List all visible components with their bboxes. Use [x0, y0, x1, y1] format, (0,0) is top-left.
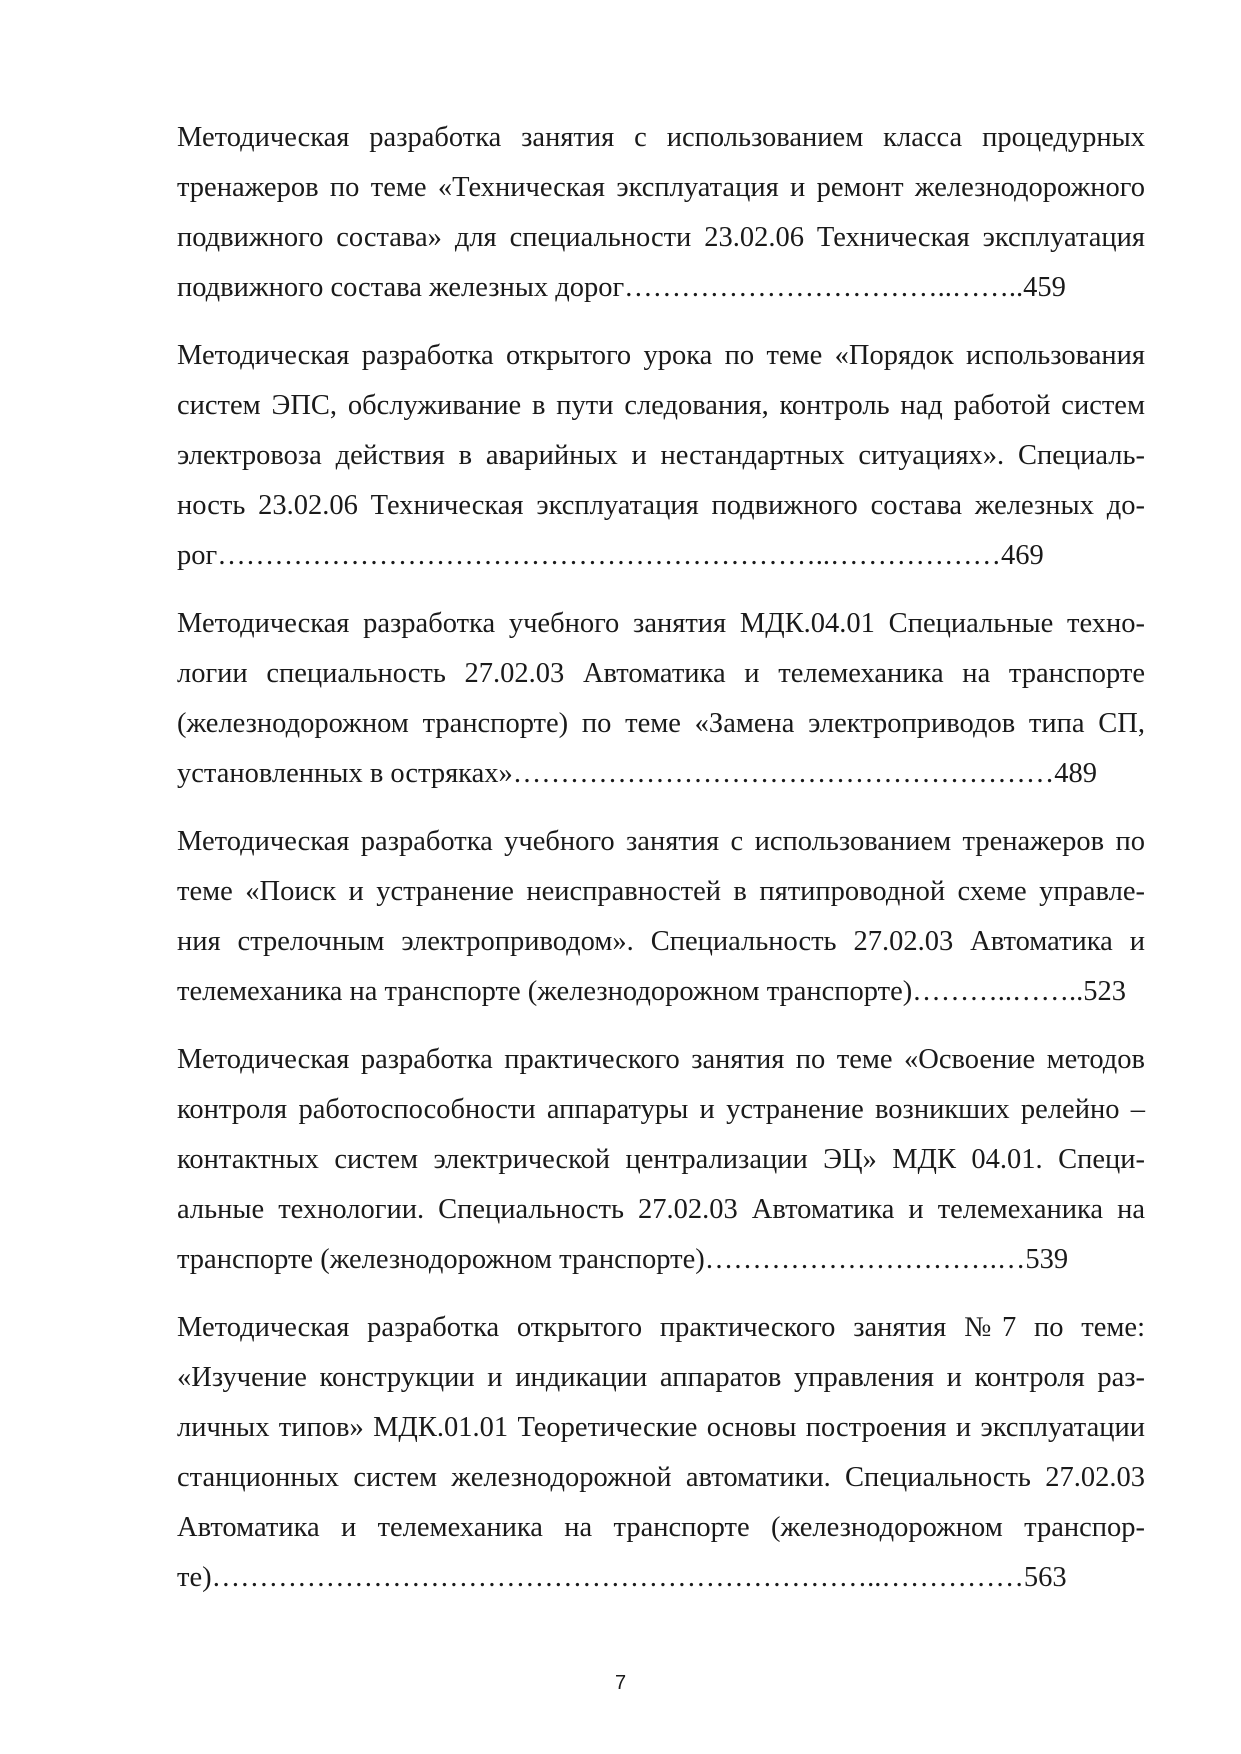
- table-of-contents: [177, 113, 1145, 1621]
- toc-entry-text: Методическая разработка учебного занятия МДК.04.01 Специальные техно-логии специальность 27.02.03 Автоматика и телемеханика на транспорте (железнодорожном транспорте) по теме «Замена электроприводов типа СП,: [177, 608, 1145, 739]
- toc-entry: [177, 1303, 1145, 1603]
- toc-entry-text: Методическая разработка открытого урока по теме «Порядок использования систем ЭПС, обслуживание в пути следования, контроль над работой систем электровоза действия в аварийных и нестандартных ситуациях». Специаль-ность 23.02.06 Техническая эксплуатация подвижного состава железных до-: [177, 340, 1145, 521]
- toc-entry: [177, 113, 1145, 313]
- toc-entry-last-line: подвижного состава железных дорог……………………………..……..459: [177, 272, 1066, 303]
- toc-entry: [177, 817, 1145, 1017]
- toc-entry: [177, 1035, 1145, 1285]
- toc-entry-text: Методическая разработка учебного занятия с использованием тренажеров по теме «Поиск и устранение неисправностей в пятипроводной схеме управле-ния стрелочным электроприводом». Специальность 27.02.03 Автоматика и: [177, 826, 1145, 957]
- toc-entry: [177, 599, 1145, 799]
- toc-entry-text: Методическая разработка занятия с использованием класса процедурных тренажеров по теме «Техническая эксплуатация и ремонт железнодорожного подвижного состава» для специальности 23.02.06 Техническая эксплуатация: [177, 122, 1145, 253]
- toc-entry-last-line: транспорте (железнодорожном транспорте)………………………….…539: [177, 1244, 1069, 1275]
- toc-entry-last-line: рог………………………………………………………..………………469: [177, 540, 1044, 571]
- toc-entry: [177, 331, 1145, 581]
- toc-entry-text: Методическая разработка практического занятия по теме «Освоение методов контроля работоспособности аппаратуры и устранение возникших релейно – контактных систем электрической централизации ЭЦ» МДК 04.01. Специ-альные технологии. Специальность 27.02.03 Автоматика и телемеханика на: [177, 1044, 1145, 1225]
- toc-entry-text: Методическая разработка открытого практического занятия №7 по теме: «Изучение конструкции и индикации аппаратов управления и контроля раз-личных типов» МДК.01.01 Теоретические основы построения и эксплуатации станционных систем железнодорожной автоматики. Специальность 27.02.03 Автоматика и телемеханика на транспорте (железнодорожном транспор-: [177, 1312, 1145, 1543]
- page-number: 7: [614, 1672, 627, 1694]
- toc-entry-last-line: телемеханика на транспорте (железнодорожном транспорте)………..……..523: [177, 976, 1127, 1007]
- toc-entry-last-line: установленных в остряках»…………………………………………………489: [177, 758, 1098, 789]
- toc-entry-last-line: те)……………………………………………………………..……………563: [177, 1562, 1067, 1593]
